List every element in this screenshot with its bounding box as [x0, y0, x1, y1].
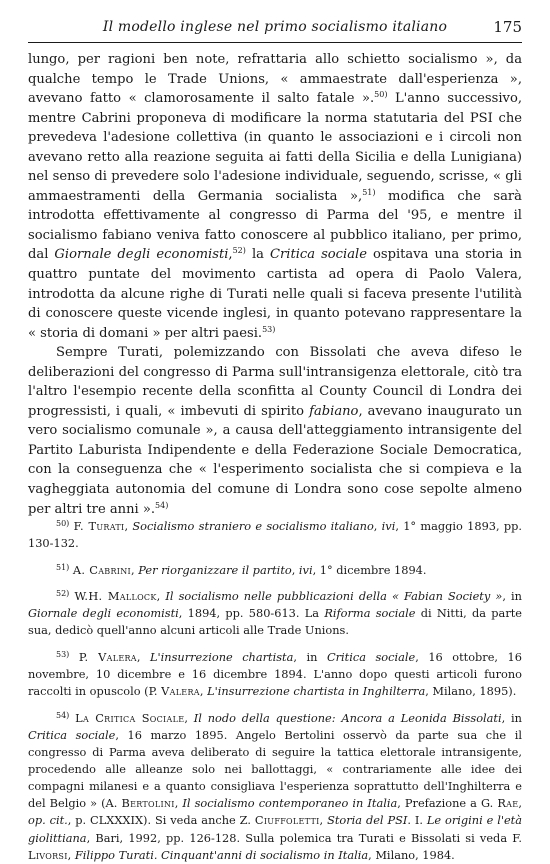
footnote-ref-54: 54): [155, 500, 169, 510]
text-run: , 1° dicembre 1894.: [312, 562, 427, 577]
text-run: L'anno successivo, mentre Cabrini proponeva di modificare la norma statutaria del PSI che prevedeva l'adesione collettiva (in quanto le associazioni e i circoli non avevano retto alla reazione seguita ai fatti della Sicilia e della Lunigiana) nel senso di prevedere solo l'adesione individuale, seguendo, scrisse, « gli ammaestramenti della Germania socialista »,: [28, 91, 522, 204]
main-text: [28, 50, 522, 519]
text-run: , Prefazione a G.: [397, 796, 498, 811]
text-run: modifica che sarà introdotta effettivamente al congresso di Parma del '95, e mentre il socialismo fabiano veniva fatto conoscere al pubblico italiano, per primo, dal: [28, 188, 522, 263]
footnote-50: [28, 518, 522, 552]
footnote-author: A. Cabrini: [72, 562, 132, 577]
text-run: ,: [136, 650, 150, 665]
text-run: , Milano, 1984.: [368, 847, 455, 862]
footnote-number: 52): [56, 589, 70, 599]
text-run: , 1894, pp. 580-613. La: [178, 606, 325, 621]
footnote-ref-52: 52): [232, 246, 246, 256]
footnote-journal: Critica sociale: [28, 727, 116, 742]
footnote-51: [28, 562, 522, 579]
footnote-author: Ciuffoletti: [254, 813, 320, 828]
text-run: , 1° maggio 1893, pp. 130-132.: [28, 519, 523, 551]
running-head: [28, 16, 522, 40]
text-run: la: [245, 247, 270, 263]
footnote-title: Il nodo della questione: Ancora a Leonida Bissolati: [193, 710, 502, 725]
footnote-53: [28, 649, 522, 700]
text-run: ,: [199, 684, 208, 699]
text-run: , Bari, 1992, pp. 126-128. Sulla polemica tra Turati e Bissolati si veda F.: [86, 830, 522, 845]
footnotes: [28, 518, 522, 864]
footnote-title: Filippo Turati. Cinquant'anni di socialismo in Italia: [74, 847, 369, 862]
footnote-title: Per riorganizzare il partito: [138, 562, 292, 577]
text-run: ,: [228, 247, 233, 263]
footnote-journal: Riforma sociale: [324, 606, 416, 621]
journal-title: Giornale degli economisti: [54, 247, 229, 263]
footnote-author: Livorsi: [28, 847, 68, 862]
footnote-title: Socialismo straniero e socialismo italiano: [132, 519, 374, 533]
footnote-author: Valera: [161, 684, 200, 699]
running-title: Il modello inglese nel primo socialismo italiano: [102, 19, 448, 35]
text-run: ,: [373, 519, 382, 533]
footnote-author: Bertolini: [121, 796, 175, 811]
text-run: , in: [501, 710, 522, 725]
text-run: , 16 ottobre, 16 novembre, 10 dicembre e 16 dicembre 1894. L'anno dopo questi articoli furono raccolti in opuscolo (P.: [28, 650, 522, 699]
footnote-title: Il socialismo nelle pubblicazioni della « Fabian Society »: [165, 589, 503, 604]
paragraph-2: [28, 343, 522, 519]
text-run: ospitava una storia in quattro puntate del movimento cartista ad opera di Paolo Valera, introdotta da alcune righe di Turati nelle quali si faceva presente l'utilità di conoscere queste vicende inglesi, in quanto potevano rappresentare la « storia di domani » per altri paesi.: [28, 247, 522, 341]
text-run: . I.: [407, 813, 427, 828]
text-run: ,: [319, 813, 328, 828]
text-run: , 16 marzo 1895. Angelo Bertolini osservò da parte sua che il congresso di Parma aveva deliberato di seguire la tattica elettorale intransigente, procedendo alle alleanze solo nei ballottaggi, « contrariamente alle idee dei compagni milanesi e a quanto consigliava l'esperienza soprattutto dell'Inghilterra e del Belgio » (A.: [28, 727, 522, 811]
footnote-title: Il socialismo contemporaneo in Italia: [182, 796, 398, 811]
page-number: 175: [493, 18, 522, 36]
text-run: ,: [291, 562, 299, 577]
text-run: ,: [131, 562, 139, 577]
footnote-number: 53): [56, 650, 70, 660]
footnote-journal: Critica sociale: [326, 650, 416, 665]
footnote-title: L'insurrezione chartista: [149, 650, 294, 665]
text-run: ,: [518, 796, 522, 811]
footnote-ref-51: 51): [362, 187, 376, 197]
text-run: ,: [124, 519, 133, 533]
text-run: Sempre Turati, polemizzando con Bissolati che aveva difeso le deliberazioni del congresso di Parma sull'intransigenza elettorale, citò tra l'altro l'esempio recente della sconfitta al County Council di Londra dei progressisti, i quali, « imbevuti di spirito: [28, 345, 522, 419]
footnote-title: Storia del PSI: [327, 813, 408, 828]
text-run: lungo, per ragioni ben note, refrattaria allo schietto socialismo », da qualche tempo le Trade Unions, « ammaestrate dall'esperienza », avevano fatto « clamorosamente il salto fatale ».: [28, 52, 522, 107]
text-run: , Milano, 1895).: [425, 684, 517, 699]
emphasis: fabiano: [309, 403, 359, 419]
text-run: , in: [502, 589, 522, 604]
header-rule: [28, 42, 522, 43]
footnote-journal-name: La Critica Sociale: [75, 710, 185, 725]
text-run: di Nitti, da parte sua, dedicò quell'anno alcuni articoli alle Trade Unions.: [28, 606, 523, 638]
text-run: ,: [67, 847, 75, 862]
footnote-number: 50): [56, 519, 70, 528]
ivi: ivi: [298, 562, 313, 577]
text-run: , avevano inaugurato un vero socialismo comunale », a causa dell'atteggiamento intransigente del Partito Laburista Indipendente e della Federazione Sociale Democratica, con la conseguenza che « l'esperimento socialista che si compieva e la vagheggiata autonomia del comune di Londra sono cose sepolte almeno per altri tre anni ».: [28, 403, 523, 517]
footnote-number: 51): [56, 562, 70, 572]
footnote-author: F. Turati: [73, 519, 125, 533]
text-run: , in: [293, 650, 327, 665]
text-run: ,: [156, 589, 166, 604]
footnote-journal: Giornale degli economisti: [28, 606, 179, 621]
footnote-54: [28, 710, 522, 864]
paragraph-1: [28, 50, 522, 343]
footnote-number: 54): [56, 710, 70, 720]
ivi: ivi: [381, 519, 396, 533]
footnote-ref-50: 50): [374, 90, 388, 100]
footnote-author: Rae: [497, 796, 519, 811]
text-run: , p. CLXXXIX). Si veda anche Z.: [67, 813, 255, 828]
op-cit: op. cit.: [28, 813, 68, 828]
footnote-ref-53: 53): [262, 324, 276, 334]
footnote-title: Le origini e l'età giolittiana: [28, 813, 522, 845]
footnote-title: L'insurrezione chartista in Inghilterra: [207, 684, 426, 699]
footnote-52: [28, 588, 522, 639]
journal-title: Critica sociale: [269, 247, 367, 263]
text-run: ,: [184, 710, 194, 725]
footnote-author: W.H. Mallock: [74, 589, 157, 604]
text-run: ,: [174, 796, 183, 811]
footnote-author: P. Valera: [78, 650, 137, 665]
